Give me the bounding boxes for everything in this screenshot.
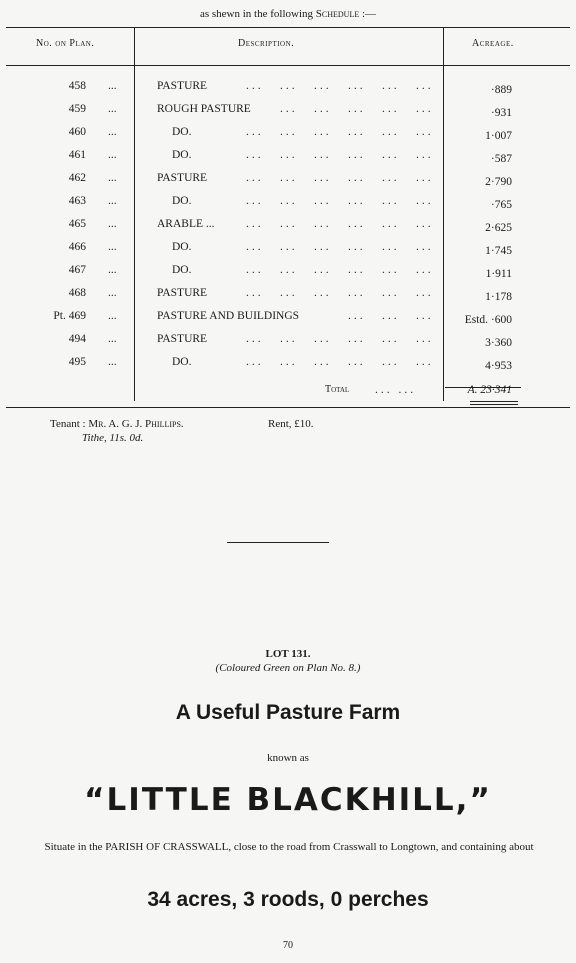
tithe: Tithe, 11s. 0d. xyxy=(82,432,144,444)
acreage: 1·745 xyxy=(485,245,512,257)
leader-dots: ... xyxy=(348,126,366,138)
plan-dots: ... xyxy=(108,356,117,368)
leader-dots: ... xyxy=(246,264,264,276)
leader-dots: ... xyxy=(280,287,298,299)
leader-dots: ... xyxy=(416,333,434,345)
tenant-name: Mr. A. G. J. Phillips. xyxy=(88,418,184,430)
leader-dots: ... xyxy=(314,356,332,368)
leader-dots: ... xyxy=(416,195,434,207)
leader-dots: ... xyxy=(348,172,366,184)
plan-dots: ... xyxy=(108,149,117,161)
leader-dots: ... xyxy=(280,172,298,184)
leader-dots: ... xyxy=(416,241,434,253)
plan-number: 461 xyxy=(68,149,86,161)
leader-dots: ... xyxy=(348,310,366,322)
leader-dots: ... xyxy=(246,287,264,299)
plan-number: 460 xyxy=(68,126,86,138)
lot-number: LOT 131. xyxy=(265,648,311,660)
description: PASTURE AND BUILDINGS xyxy=(157,310,300,322)
leader-dots: ... xyxy=(382,241,400,253)
known-as: known as xyxy=(267,752,309,764)
description: ARABLE ... xyxy=(157,218,215,230)
lot-area: 34 acres, 3 roods, 0 perches xyxy=(147,888,429,911)
leader-dots: ... xyxy=(382,126,400,138)
acreage: Estd. ·600 xyxy=(464,314,512,326)
leader-dots: ... xyxy=(246,149,264,161)
leader-dots: ... xyxy=(416,80,434,92)
description: PASTURE xyxy=(157,172,208,184)
leader-dots: ... xyxy=(416,172,434,184)
total-underline-2 xyxy=(470,404,518,405)
plan-dots: ... xyxy=(108,218,117,230)
leader-dots: ... xyxy=(280,126,298,138)
leader-dots: ... xyxy=(416,264,434,276)
leader-dots: ... xyxy=(246,80,264,92)
description: DO. xyxy=(172,149,192,161)
section-separator xyxy=(227,542,329,543)
leader-dots: ... xyxy=(416,310,434,322)
acreage: ·931 xyxy=(490,107,512,119)
leader-dots: ... xyxy=(348,264,366,276)
plan-dots: ... xyxy=(108,195,117,207)
description: PASTURE xyxy=(157,80,208,92)
acreage: 3·360 xyxy=(485,337,512,349)
lot-coloured-note: (Coloured Green on Plan No. 8.) xyxy=(215,662,361,674)
leader-dots: ... xyxy=(314,149,332,161)
leader-dots: ... xyxy=(416,218,434,230)
table-row xyxy=(0,195,576,213)
description: DO. xyxy=(172,356,192,368)
table-row xyxy=(0,356,576,374)
plan-number: 468 xyxy=(68,287,86,299)
leader-dots: ... xyxy=(314,333,332,345)
description: ROUGH PASTURE xyxy=(157,103,251,115)
plan-dots: ... xyxy=(108,264,117,276)
leader-dots: ... xyxy=(314,241,332,253)
leader-dots: ... xyxy=(314,264,332,276)
table-row xyxy=(0,218,576,236)
leader-dots: ... xyxy=(348,356,366,368)
leader-dots: ... xyxy=(416,126,434,138)
leader-dots: ... xyxy=(382,264,400,276)
table-bottom-rule xyxy=(6,407,570,408)
leader-dots: ... xyxy=(314,80,332,92)
table-row xyxy=(0,103,576,121)
description: PASTURE xyxy=(157,287,208,299)
header-acreage: Acreage. xyxy=(472,38,514,49)
leader-dots: ... xyxy=(280,195,298,207)
leader-dots: ... xyxy=(348,195,366,207)
total-value: A. 23·341 xyxy=(467,384,512,396)
leader-dots: ... xyxy=(314,103,332,115)
leader-dots: ... xyxy=(416,103,434,115)
table-row xyxy=(0,80,576,98)
leader-dots: ... xyxy=(382,310,400,322)
tenant-label: Tenant : xyxy=(50,418,86,430)
leader-dots: ... xyxy=(246,241,264,253)
acreage: ·765 xyxy=(490,199,512,211)
leader-dots: ... xyxy=(280,333,298,345)
leader-dots: ... xyxy=(246,172,264,184)
total-underline-1 xyxy=(470,401,518,402)
table-row xyxy=(0,126,576,144)
acreage: ·587 xyxy=(490,153,512,165)
leader-dots: ... xyxy=(246,195,264,207)
leader-dots: ... xyxy=(314,287,332,299)
plan-dots: ... xyxy=(108,287,117,299)
leader-dots: ... xyxy=(314,172,332,184)
leader-dots: ... xyxy=(348,241,366,253)
plan-dots: ... xyxy=(108,80,117,92)
leader-dots: ... xyxy=(348,287,366,299)
table-row xyxy=(0,149,576,167)
tenant-line xyxy=(50,418,184,430)
table-header-rule xyxy=(6,65,570,66)
leader-dots: ... xyxy=(382,172,400,184)
plan-dots: ... xyxy=(108,310,117,322)
leader-dots: ... xyxy=(280,356,298,368)
leader-dots: ... xyxy=(246,356,264,368)
table-row xyxy=(0,172,576,190)
leader-dots: ... xyxy=(280,241,298,253)
plan-dots: ... xyxy=(108,241,117,253)
header-description: Description. xyxy=(238,38,295,49)
acreage: 1·911 xyxy=(485,268,512,280)
schedule-intro: as shewn in the following Schedule :— xyxy=(199,8,377,20)
plan-number: 495 xyxy=(68,356,86,368)
total-dots: ... ... xyxy=(375,384,417,396)
leader-dots: ... xyxy=(348,333,366,345)
leader-dots: ... xyxy=(416,287,434,299)
leader-dots: ... xyxy=(382,195,400,207)
leader-dots: ... xyxy=(416,149,434,161)
plan-number: 494 xyxy=(68,333,86,345)
lot-headline: A Useful Pasture Farm xyxy=(175,701,401,724)
leader-dots: ... xyxy=(246,333,264,345)
page-number: 70 xyxy=(283,940,293,951)
leader-dots: ... xyxy=(246,126,264,138)
table-row xyxy=(0,264,576,282)
description: PASTURE xyxy=(157,333,208,345)
leader-dots: ... xyxy=(382,80,400,92)
plan-number: 467 xyxy=(68,264,86,276)
leader-dots: ... xyxy=(382,287,400,299)
leader-dots: ... xyxy=(314,126,332,138)
leader-dots: ... xyxy=(348,149,366,161)
plan-number: 459 xyxy=(68,103,86,115)
rent: Rent, £10. xyxy=(268,418,314,430)
description: DO. xyxy=(172,264,192,276)
description: DO. xyxy=(172,195,192,207)
leader-dots: ... xyxy=(280,80,298,92)
plan-number: 466 xyxy=(68,241,86,253)
total-label: Total xyxy=(325,384,350,395)
acreage: 2·625 xyxy=(485,222,512,234)
table-top-rule xyxy=(6,27,570,28)
table-row xyxy=(0,333,576,351)
leader-dots: ... xyxy=(314,195,332,207)
acreage: 4·953 xyxy=(485,360,512,372)
farm-name: “LITTLE BLACKHILL,” xyxy=(84,782,492,818)
leader-dots: ... xyxy=(348,218,366,230)
table-row xyxy=(0,310,576,328)
leader-dots: ... xyxy=(280,149,298,161)
acreage: ·889 xyxy=(490,84,512,96)
leader-dots: ... xyxy=(382,218,400,230)
leader-dots: ... xyxy=(382,356,400,368)
plan-dots: ... xyxy=(108,333,117,345)
leader-dots: ... xyxy=(382,149,400,161)
leader-dots: ... xyxy=(348,103,366,115)
plan-dots: ... xyxy=(108,172,117,184)
description: DO. xyxy=(172,241,192,253)
leader-dots: ... xyxy=(382,103,400,115)
plan-number: 462 xyxy=(68,172,86,184)
schedule-word: Schedule xyxy=(315,8,360,20)
leader-dots: ... xyxy=(382,333,400,345)
acreage: 2·790 xyxy=(485,176,512,188)
plan-number: 463 xyxy=(68,195,86,207)
plan-dots: ... xyxy=(108,103,117,115)
plan-dots: ... xyxy=(108,126,117,138)
table-row xyxy=(0,241,576,259)
leader-dots: ... xyxy=(348,80,366,92)
total-row xyxy=(0,384,576,402)
header-plan: No. on Plan. xyxy=(36,38,95,49)
description: DO. xyxy=(172,126,192,138)
plan-number: 465 xyxy=(68,218,86,230)
leader-dots: ... xyxy=(280,264,298,276)
acreage: 1·178 xyxy=(485,291,512,303)
leader-dots: ... xyxy=(280,218,298,230)
plan-number: 458 xyxy=(68,80,86,92)
leader-dots: ... xyxy=(314,218,332,230)
table-row xyxy=(0,287,576,305)
acreage: 1·007 xyxy=(485,130,512,142)
leader-dots: ... xyxy=(280,103,298,115)
leader-dots: ... xyxy=(246,218,264,230)
leader-dots: ... xyxy=(416,356,434,368)
situate-text: Situate in the PARISH OF CRASSWALL, close to the road from Crasswall to Longtown, and containing about xyxy=(44,841,534,853)
plan-number: Pt. 469 xyxy=(53,310,86,322)
